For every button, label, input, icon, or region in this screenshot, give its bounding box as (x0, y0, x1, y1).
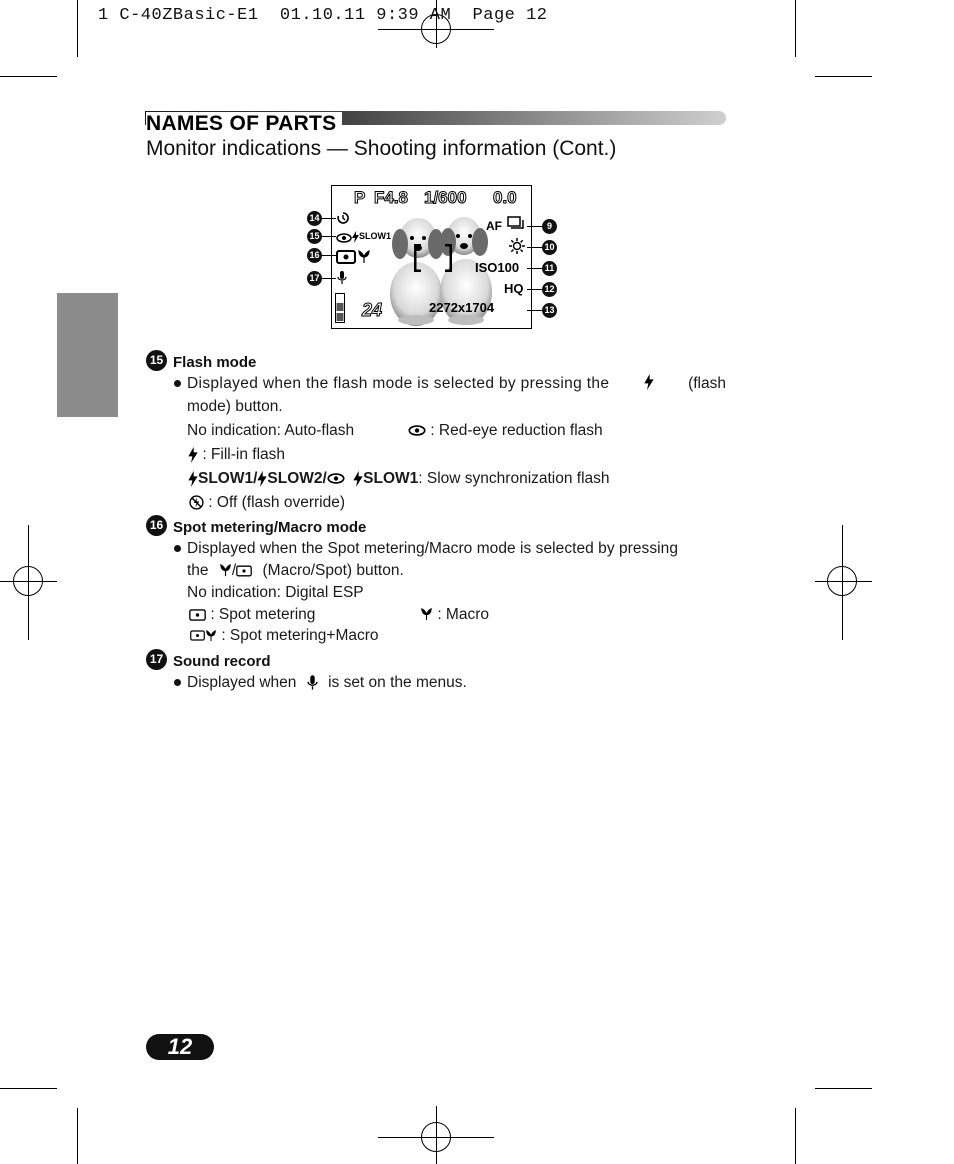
microphone-icon (337, 271, 347, 285)
sound-description-a: Displayed when (187, 674, 297, 691)
sequential-shooting-icon (507, 216, 525, 230)
leader-line (527, 247, 543, 248)
leader-line (527, 289, 543, 290)
section-number: 17 (146, 649, 167, 670)
callout-17: 17 (307, 271, 322, 286)
flash-description (187, 374, 726, 394)
af-frame-icon (414, 244, 452, 272)
leader-line (527, 310, 543, 311)
spot-label: : Spot metering (210, 606, 316, 623)
section-heading: Sound record (173, 653, 271, 670)
flash-auto: No indication: Auto-flash (187, 422, 355, 439)
osd-exposure: 0.0 (493, 188, 517, 207)
sound-description-b: is set on the menus. (328, 674, 467, 691)
flash-redeye-label: : Red-eye reduction flash (430, 422, 603, 439)
callout-9: 9 (542, 219, 557, 234)
crop-mark (815, 76, 872, 77)
spot-metering-icon (236, 565, 252, 577)
macro-icon (219, 564, 232, 577)
red-eye-icon (408, 425, 426, 436)
slow2-label: SLOW2/ (267, 470, 327, 487)
macro-icon (205, 630, 217, 642)
osd-slow: SLOW1 (359, 231, 392, 241)
flash-off-row (189, 493, 345, 513)
flash-icon (352, 231, 359, 243)
callout-13: 13 (542, 303, 557, 318)
callout-12: 12 (542, 282, 557, 297)
osd-quality: HQ (504, 281, 524, 296)
white-balance-sun-icon (509, 238, 525, 254)
osd-iso: ISO100 (475, 260, 520, 275)
leader-line (527, 268, 543, 269)
crop-mark (0, 1088, 57, 1089)
spot-row (189, 605, 315, 625)
spot-macro-description-cont: the / (Macro/Spot) button. (187, 562, 404, 579)
macro-spot-button-label: (Macro/Spot) button. (262, 562, 404, 579)
crop-mark (77, 1108, 78, 1164)
flash-description-text: Displayed when the flash mode is selected by pressing the (187, 375, 610, 392)
flash-icon (257, 471, 267, 487)
flash-off-label: : Off (flash override) (208, 494, 345, 511)
chapter-tab (57, 293, 118, 417)
spot-metering-icon (189, 609, 206, 621)
flash-icon (188, 471, 198, 487)
page-title: NAMES OF PARTS (146, 112, 342, 136)
flash-redeye-row (408, 421, 603, 441)
registration-line (28, 525, 29, 640)
callout-11: 11 (542, 261, 557, 276)
macro-icon (357, 250, 371, 264)
macro-row (420, 605, 489, 625)
bullet (174, 380, 181, 387)
slow-sync-label: : Slow synchronization flash (418, 470, 610, 487)
red-eye-icon (336, 233, 352, 243)
section-heading: Spot metering/Macro mode (173, 519, 367, 536)
spot-macro-row (190, 626, 379, 646)
osd-af: AF (486, 219, 502, 233)
the-word: the (187, 562, 209, 579)
leader-line (527, 226, 543, 227)
crop-mark (795, 0, 796, 57)
bullet (174, 679, 181, 686)
spot-macro-label: : Spot metering+Macro (221, 627, 379, 644)
sound-description (187, 673, 467, 693)
flash-icon (644, 374, 654, 390)
osd-aperture: F4.8 (374, 188, 409, 207)
section-heading: Flash mode (173, 354, 257, 371)
spot-metering-icon (336, 250, 356, 264)
flash-icon (188, 447, 198, 463)
crop-mark (77, 0, 78, 57)
macro-label: : Macro (437, 606, 489, 623)
section-number: 15 (146, 350, 167, 371)
flash-fillin-row (188, 445, 285, 465)
slow1b-label: SLOW1 (363, 470, 419, 487)
page-number: 12 (146, 1034, 214, 1060)
registration-line (436, 1106, 437, 1164)
memory-gauge-icon (335, 293, 345, 323)
self-timer-icon (336, 211, 350, 225)
section-number: 16 (146, 515, 167, 536)
flash-description-paren: (flash (688, 375, 726, 392)
print-slug: 1 C-40ZBasic-E1 01.10.11 9:39 AM Page 12 (98, 6, 548, 25)
macro-icon (420, 608, 433, 621)
leader-line (322, 278, 336, 279)
spot-digital-esp: No indication: Digital ESP (187, 584, 364, 601)
leader-line (322, 218, 336, 219)
crop-mark (0, 76, 57, 77)
spot-macro-description: Displayed when the Spot metering/Macro mode is selected by pressing (187, 540, 678, 557)
flash-slow-row (188, 469, 610, 489)
registration-line (815, 581, 872, 582)
osd-resolution: 2272x1704 (429, 300, 495, 315)
registration-line (842, 525, 843, 640)
bullet (174, 545, 181, 552)
leader-line (322, 236, 336, 237)
microphone-icon (307, 675, 318, 691)
flash-icon (353, 471, 363, 487)
osd-mode: P (354, 188, 366, 207)
spot-metering-icon (190, 630, 205, 641)
callout-10: 10 (542, 240, 557, 255)
crop-mark (815, 1088, 872, 1089)
osd-shutter: 1/600 (424, 188, 467, 207)
page-subtitle: Monitor indications — Shooting information (Cont.) (146, 137, 617, 160)
flash-fillin-label: : Fill-in flash (202, 446, 285, 463)
flash-description-cont: mode) button. (187, 398, 283, 415)
red-eye-icon (327, 473, 345, 484)
monitor-illustration (331, 185, 532, 329)
flash-off-icon (189, 495, 204, 510)
callout-14: 14 (307, 211, 322, 226)
osd-frames: 24 (362, 300, 383, 320)
leader-line (322, 255, 336, 256)
slow1-label: SLOW1/ (198, 470, 258, 487)
callout-16: 16 (307, 248, 322, 263)
callout-15: 15 (307, 229, 322, 244)
crop-mark (795, 1108, 796, 1164)
